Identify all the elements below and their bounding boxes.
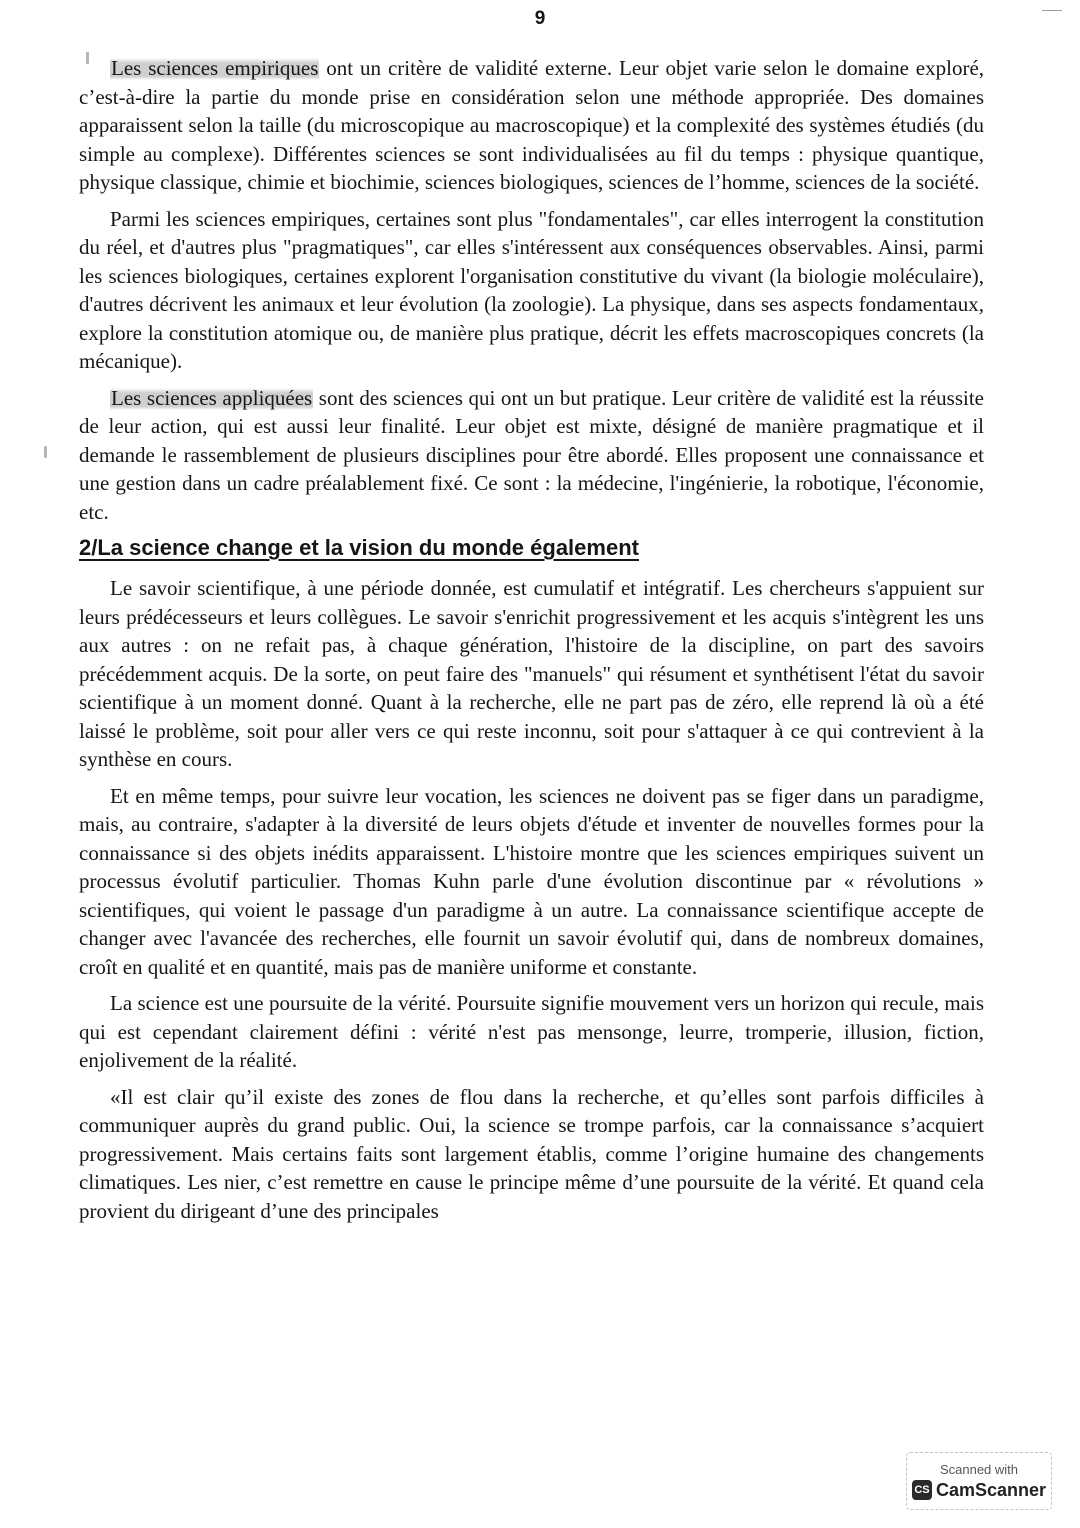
page-number: 9	[534, 8, 546, 29]
paragraph-applied-sciences	[79, 384, 984, 527]
paragraph-empirical-sciences	[79, 54, 984, 197]
paragraph-text: ont un critère de validité externe. Leur objet varie selon le domaine exploré, c’est-à-dire la partie du monde prise en considération selon une méthode appropriée. Des domaines apparaissent selon la taille (du microscopique au macroscopique) et la complexité des systèmes étudiés (du simple au complexe). Différentes sciences se sont individualisées au fil du temps : physique quantique, physique classique, chimie et biochimie, sciences biologiques, sciences de l’homme, sciences de la société.	[79, 56, 985, 194]
watermark-brand-row	[907, 1480, 1051, 1500]
camscanner-watermark	[906, 1452, 1052, 1510]
paragraph-pursuit-of-truth: La science est une poursuite de la vérité. Poursuite signifie mouvement vers un horizon qui recule, mais qui est cependant clairement défini : vérité n'est pas mensonge, leurre, tromperie, illusion, fiction, enjolivement de la réalité.	[79, 991, 984, 1072]
paragraph-text: sont des sciences qui ont un but pratique. Leur critère de validité est la réussite de leur action, qui est aussi leur finalité. Leur objet est mixte, désigné de manière pragmatique et il demande le rassemblement de plusieurs disciplines pour être abordé. Elles proposent une connaissance et une gestion dans un cadre préalablement fixé. Ce sont : la médecine, l'ingénierie, la robotique, l'économie, etc.	[79, 385, 984, 524]
camscanner-logo-icon: CS	[912, 1480, 932, 1500]
paragraph-quotation: «Il est clair qu’il existe des zones de flou dans la recherche, et qu’elles sont parfois difficiles à communiquer auprès du grand public. Oui, la science se trompe parfois, car la connaissance s’acquiert progressivement. Mais certains faits sont largement établis, comme l’origine humaine des changements climatiques. Les nier, c’est remettre en cause le principe même d’une poursuite de la vérité. Et quand cela provient du dirigeant d’une des principales	[79, 1084, 984, 1223]
watermark-caption: Scanned with	[939, 1462, 1019, 1477]
document-body	[79, 54, 984, 1233]
margin-mark-2	[44, 446, 47, 458]
highlighted-term-empirical: Les sciences empiriques	[111, 56, 319, 80]
paragraph-paradigm-evolution: Et en même temps, pour suivre leur vocation, les sciences ne doivent pas se figer dans un paradigme, mais, au contraire, s'adapter à la diversité de leurs objets d'étude et inventer de nouvelles formes pour la connaissance si des objets inédits apparaissent. L'histoire montre que les sciences empiriques suivent un processus évolutif particulier. Thomas Kuhn parle d'une évolution discontinue par « révolutions » scientifiques, qui voient le passage d'un paradigme à un autre. La connaissance scientifique accepte de changer avec l'avancée des recherches, elle fournit un savoir évolutif qui, dans de nombreux domaines, croît en qualité et en quantité, mais pas de manière uniforme et constante.	[79, 783, 984, 979]
scan-corner-mark	[1042, 10, 1062, 11]
paragraph-cumulative-knowledge: Le savoir scientifique, à une période donnée, est cumulatif et intégratif. Les chercheurs s'appuient sur leurs prédécesseurs et leurs collègues. Le savoir s'enrichit progressivement et les acquis s'intègrent les uns aux autres : on ne refait pas, à chaque génération, l'histoire de la discipline, on part des savoirs précédemment acquis. De la sorte, on peut faire des "manuels" qui résument et synthétisent l'état du savoir scientifique à un moment donné. Quant à la recherche, elle ne part pas de zéro, elle reprend là où a été laissé le problème, soit pour aller vers ce qui reste inconnu, soit pour s'attaquer à ce qui contrevient à la synthèse en cours.	[79, 576, 984, 771]
paragraph-fundamental-vs-pragmatic: Parmi les sciences empiriques, certaines sont plus "fondamentales", car elles interrogent la constitution du réel, et d'autres plus "pragmatiques", car elles s'intéressent aux conséquences observables. Ainsi, parmi les sciences biologiques, certaines explorent l'organisation constitutive du vivant (la biologie moléculaire), d'autres décrivent les animaux et leur évolution (la zoologie). La physique, dans ses aspects fondamentaux, explore la constitution atomique ou, de manière plus pratique, décrit les effets macroscopiques concrets (la mécanique).	[79, 206, 984, 373]
watermark-brand-name: CamScanner	[935, 1480, 1047, 1500]
highlighted-term-applied: Les sciences appliquées	[111, 385, 313, 410]
section-heading: 2/La science change et la vision du monde également	[79, 535, 639, 560]
